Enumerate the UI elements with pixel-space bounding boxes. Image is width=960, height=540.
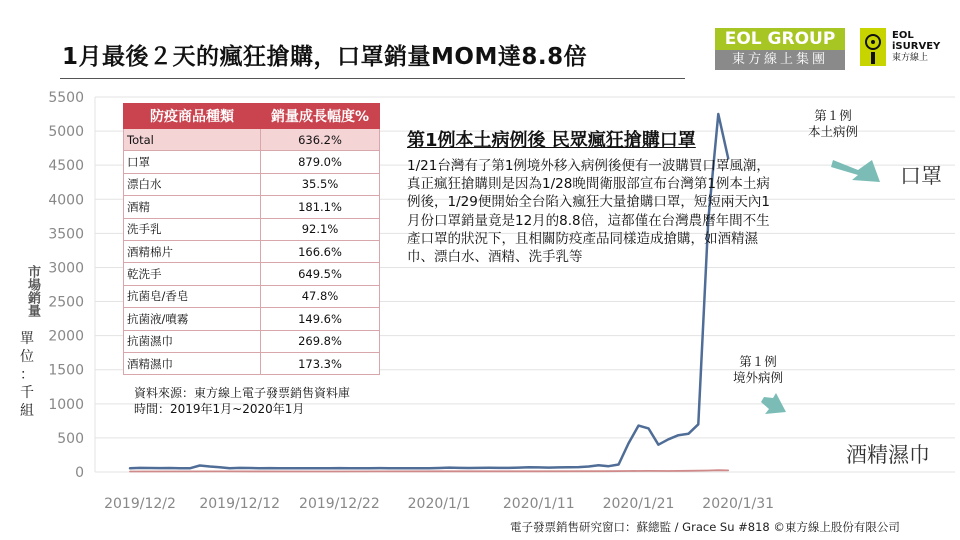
isurvey-text-2: iSURVEY	[892, 41, 941, 52]
annotation-line: 第１例	[814, 108, 852, 123]
unit-char: 單	[20, 331, 34, 347]
y-tick-label: 4000	[48, 192, 84, 209]
category-cell: 酒精棉片	[124, 240, 261, 262]
growth-cell: 879.0%	[261, 151, 380, 173]
data-source-note	[134, 385, 350, 417]
local-case-annotation	[808, 108, 858, 140]
category-cell: 抗菌皂/香皂	[124, 285, 261, 307]
annotation-line: 境外病例	[733, 370, 784, 385]
x-tick-label: 2019/12/12	[199, 496, 281, 512]
table-row	[124, 218, 380, 240]
table-row	[124, 308, 380, 330]
table-header-growth: 銷量成長幅度%	[261, 104, 380, 129]
x-tick-label: 2020/1/21	[602, 496, 675, 512]
growth-cell: 636.2%	[261, 129, 380, 151]
table-row	[124, 352, 380, 374]
series-label-mask: 口罩	[900, 164, 942, 188]
category-cell: Total	[124, 129, 261, 151]
growth-cell: 173.3%	[261, 352, 380, 374]
category-cell: 乾洗手	[124, 263, 261, 285]
growth-table	[123, 103, 380, 375]
x-tick-label: 2019/12/22	[299, 496, 380, 512]
annotation-line: 本土病例	[808, 124, 859, 139]
eol-logo-top: EOL GROUP	[715, 28, 845, 50]
category-cell: 酒精濕巾	[124, 352, 261, 374]
description-body: 1/21台灣有了第1例境外移入病例後便有一波購買口罩風潮，真正瘋狂搶購則是因為1/28晚間衛服部宣布台灣第1例本土病例後，1/29便開始全台陷入瘋狂大量搶購口罩，短短兩天內1月份口罩銷量竟是12月的8.8倍，這都僅在台灣農曆年間不生產口罩的狀況下，且相關防疫產品同樣造成搶購，如酒精濕巾、漂白水、酒精、洗手乳等	[407, 158, 770, 266]
table-row	[124, 173, 380, 195]
category-cell: 抗菌濕巾	[124, 330, 261, 352]
growth-cell: 181.1%	[261, 196, 380, 218]
x-tick-label: 2020/1/11	[502, 496, 575, 512]
growth-cell: 649.5%	[261, 263, 380, 285]
unit-char: 組	[20, 403, 34, 419]
y-tick-label: 4500	[48, 158, 84, 175]
table-row	[124, 129, 380, 151]
y-tick-label: 0	[75, 465, 84, 481]
y-tick-label: 1000	[48, 396, 84, 413]
series-label-wipes: 酒精濕巾	[846, 443, 930, 467]
y-tick-label: 3000	[48, 260, 84, 277]
y-tick-label: 500	[57, 430, 84, 447]
y-tick-label: 3500	[48, 226, 84, 243]
isurvey-text-3: 東方線上	[892, 53, 929, 63]
y-axis-label: 市場銷量	[25, 265, 40, 317]
category-cell: 口罩	[124, 151, 261, 173]
series-line-wipes	[130, 470, 728, 471]
table-row	[124, 263, 380, 285]
growth-cell: 92.1%	[261, 218, 380, 240]
growth-cell: 166.6%	[261, 240, 380, 262]
y-axis-ticks	[48, 90, 84, 481]
growth-cell: 269.8%	[261, 330, 380, 352]
category-cell: 漂白水	[124, 173, 261, 195]
unit-char: ：	[20, 367, 34, 383]
y-tick-label: 1500	[48, 362, 84, 379]
y-tick-label: 5000	[48, 124, 84, 141]
y-tick-label: 2000	[48, 328, 84, 345]
table-row	[124, 240, 380, 262]
growth-cell: 47.8%	[261, 285, 380, 307]
category-cell: 洗手乳	[124, 218, 261, 240]
table-row	[124, 196, 380, 218]
period-line: 時間：2019年1月~2020年1月	[134, 402, 305, 416]
x-tick-label: 2020/1/31	[702, 496, 775, 512]
table-body	[124, 129, 380, 375]
source-line: 資料來源：東方線上電子發票銷售資料庫	[134, 386, 351, 400]
growth-cell: 149.6%	[261, 308, 380, 330]
x-tick-label: 2019/12/2	[104, 496, 176, 512]
table-row	[124, 330, 380, 352]
description-heading: 第1例本土病例後 民眾瘋狂搶購口罩	[407, 130, 696, 151]
isurvey-text-1: EOL	[892, 30, 914, 41]
table-header-category: 防疫商品種類	[124, 104, 261, 129]
x-tick-label: 2020/1/1	[407, 496, 471, 512]
category-cell: 抗菌液/噴霧	[124, 308, 261, 330]
unit-char: 位	[20, 349, 34, 365]
annotation-line: 第１例	[739, 354, 777, 369]
local-case-arrow-icon	[831, 160, 880, 182]
growth-cell: 35.5%	[261, 173, 380, 195]
y-tick-label: 2500	[48, 294, 84, 311]
page-title: 1月最後２天的瘋狂搶購，口罩銷量MOM達8.8倍	[62, 44, 588, 70]
unit-label	[20, 330, 38, 420]
import-case-annotation	[733, 354, 783, 386]
footer-credit: 電子發票銷售研究窗口：蘇總監 / Grace Su #818 ©東方線上股份有限公司	[510, 520, 900, 534]
table-row	[124, 151, 380, 173]
x-axis-ticks	[104, 496, 774, 512]
table-row	[124, 285, 380, 307]
eol-logo-bottom: 東方線上集團	[715, 50, 845, 70]
unit-char: 千	[20, 385, 34, 401]
y-tick-label: 5500	[48, 90, 84, 106]
category-cell: 酒精	[124, 196, 261, 218]
